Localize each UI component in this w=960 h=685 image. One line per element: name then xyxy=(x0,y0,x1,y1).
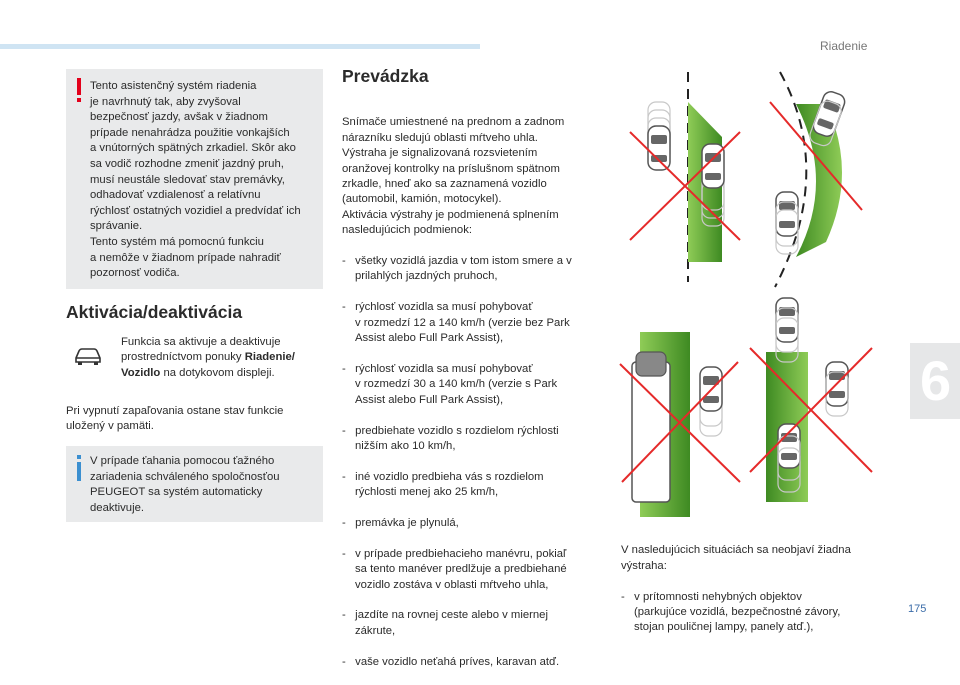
condition-item: - rýchlosť vozidla sa musí pohybovať v rozmedzí 30 a 140 km/h (verzie s Park Assist alebo Full Park Assist), xyxy=(342,362,558,406)
truck xyxy=(632,362,670,502)
info-text: V prípade ťahania pomocou ťažného zariadenia schváleného spoločnosťou PEUGEOT sa systém automaticky deaktivuje. xyxy=(90,455,280,514)
warning-box xyxy=(66,69,323,289)
section-title: Riadenie xyxy=(820,39,868,53)
no-warning-item: - v prítomnosti nehybných objektov (parkujúce vozidlá, bezpečnostné závory, stojan pouličnej lampy, panely atď.), xyxy=(621,590,841,634)
no-warning-intro: V nasledujúcich situáciách sa neobjaví žiadna výstraha: xyxy=(621,544,851,572)
activation-text: Funkcia sa aktivuje a deaktivuje prostredníctvom ponuky Riadenie/ Vozidlo na dotykovom displeji. xyxy=(121,336,295,379)
car-icon xyxy=(73,344,103,366)
condition-item: - všetky vozidlá jazdia v tom istom smere a v prilahlých jazdných pruhoch, xyxy=(342,255,572,283)
info-box xyxy=(66,446,323,522)
car xyxy=(778,424,800,468)
condition-item: - vaše vozidlo neťahá príves, karavan atď. xyxy=(342,655,560,668)
condition-item: - predbiehate vozidlo s rozdielom rýchlosti nižším ako 10 km/h, xyxy=(342,424,559,452)
condition-item: - rýchlosť vozidla sa musí pohybovať v rozmedzí 12 a 140 km/h (verzie bez Park Assist alebo Full Park Assist), xyxy=(342,301,570,345)
top-color-bar xyxy=(0,44,480,49)
operation-intro: Snímače umiestnené na prednom a zadnom nárazníku sledujú oblasti mŕtveho uhla. Výstraha je signalizovaná rozsvietením oranžovej kontrolky na príslušnom spätnom zrkadle, hneď ako sa zaznamená vozidlo (automobil, kamión, motocykel). Aktivácia výstrahy je podmienená splnením nasledujúcich podmienok: xyxy=(342,116,565,237)
chapter-tab xyxy=(910,343,960,419)
ignition-off-text: Pri vypnutí zapaľovania ostane stav funkcie uložený v pamäti. xyxy=(66,405,284,433)
car xyxy=(776,192,798,236)
info-icon xyxy=(75,455,83,481)
exclamation-icon xyxy=(75,78,83,104)
condition-item: - iné vozidlo predbieha vás s rozdielom rýchlosti menej ako 25 km/h, xyxy=(342,470,544,499)
condition-item: - jazdíte na rovnej ceste alebo v miernej zákrute, xyxy=(342,609,548,637)
no-warning-text xyxy=(621,528,886,651)
activation-heading: Aktivácia/deaktivácia xyxy=(66,302,243,322)
truck-cab xyxy=(636,352,666,376)
operation-text xyxy=(342,100,607,685)
chapter-number: 6 xyxy=(920,349,952,412)
condition-item: - premávka je plynulá, xyxy=(342,516,459,529)
condition-item: - v prípade predbiehacieho manévru, pokiaľ sa tento manéver predlžuje a predbiehané vozidlo zostáva v oblasti mŕtveho uhla, xyxy=(342,547,567,591)
car xyxy=(811,90,847,139)
page-number: 175 xyxy=(908,603,927,615)
warning-text: Tento asistenčný systém riadenia je navrhnutý tak, aby zvyšoval bezpečnosť jazdy, avšak v žiadnom prípade nenahrádza použitie vonkajších a vnútorných spätných zrkadiel. Skôr ako sa vodič rozhodne zmeniť jazdný pruh, musí neustále sledovať stav premávky, odhadovať vzdialenosť a relatívnu rýchlosť ostatných vozidiel a predvídať ich správanie. Tento systém má pomocnú funkciu a nemôže v žiadnom prípade nahradiť pozornosť vodiča. xyxy=(90,80,301,280)
blind-spot-diagram xyxy=(600,62,900,522)
operation-heading: Prevádzka xyxy=(342,66,429,86)
car xyxy=(648,126,670,170)
